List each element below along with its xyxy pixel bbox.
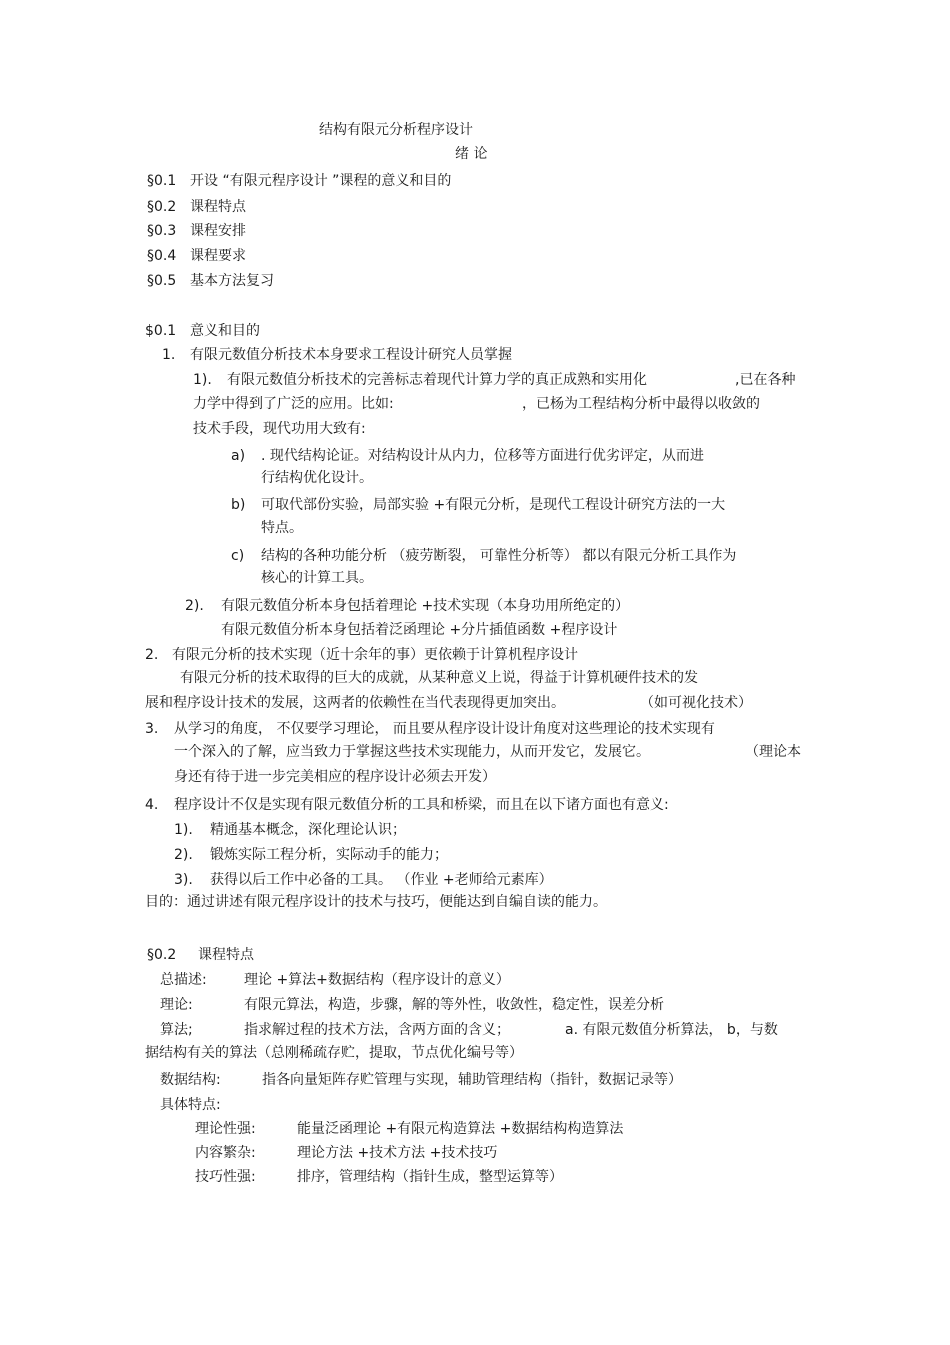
feature-label: 理论性强: [195, 1121, 256, 1137]
paragraph-line: 力学中得到了广泛的应用。比如: [193, 396, 394, 412]
subitem-num: 2). [174, 847, 193, 863]
feature-text: 理论方法 +技术方法 +技术技巧 [297, 1145, 498, 1161]
toc-num: §0.3 [147, 223, 177, 239]
goal-text: 目的：通过讲述有限元程序设计的技术与技巧，便能达到自编自读的能力。 [145, 894, 607, 910]
toc-num: §0.1 [147, 173, 177, 189]
toc-num: §0.4 [147, 248, 177, 264]
paragraph-line: （如可视化技术） [640, 695, 752, 711]
row-text: a. 有限元数值分析算法， b，与数 [565, 1022, 778, 1038]
list-marker: c) [231, 548, 245, 564]
list-marker: a) [231, 448, 246, 464]
item-num: 4. [145, 797, 159, 813]
section-heading: 意义和目的 [190, 323, 260, 339]
row-text: 有限元算法，构造，步骤，解的等外性，收敛性，稳定性，误差分析 [244, 997, 664, 1013]
paragraph-line: . 现代结构论证。对结构设计从内力，位移等方面进行优劣评定，从而进 [261, 448, 704, 464]
feature-label: 内容繁杂: [195, 1145, 256, 1161]
paragraph-line: 有限元数值分析本身包括着泛函理论 +分片插值函数 +程序设计 [221, 622, 618, 638]
paragraph-line: 有限元数值分析本身包括着理论 +技术实现（本身功用所绝定的） [221, 598, 630, 614]
toc-num: §0.5 [147, 273, 177, 289]
paragraph-line: 身还有待于进一步完美相应的程序设计必须去开发） [174, 769, 496, 785]
list-item: 锻炼实际工程分析，实际动手的能力； [210, 847, 448, 863]
paragraph-line: 程序设计不仅是实现有限元数值分析的工具和桥梁，而且在以下诸方面也有意义: [174, 797, 669, 813]
toc-text: 课程安排 [190, 223, 246, 239]
toc-text: 开设 “有限元程序设计 ”课程的意义和目的 [190, 173, 452, 189]
feature-label: 技巧性强: [195, 1169, 256, 1185]
paragraph-line: 有限元数值分析技术的完善标志着现代计算力学的真正成熟和实用化 [227, 372, 647, 388]
list-marker: b) [231, 497, 246, 513]
item-num: 1. [162, 347, 176, 363]
item-num: 3. [145, 721, 159, 737]
row-text: 指各向量矩阵存贮管理与实现，辅助管理结构（指针，数据记录等） [262, 1072, 682, 1088]
paragraph-line: 结构的各种功能分析 （疲劳断裂， 可靠性分析等） 都以有限元分析工具作为 [261, 548, 737, 564]
row-label: 理论: [160, 997, 193, 1013]
toc-text: 课程要求 [190, 248, 246, 264]
paragraph-line: 从学习的角度， 不仅要学习理论， 而且要从程序设计设计角度对这些理论的技术实现有 [174, 721, 715, 737]
list-item: 精通基本概念，深化理论认识； [210, 822, 406, 838]
item-num: 2. [145, 647, 159, 663]
feature-text: 排序，管理结构（指针生成，整型运算等） [297, 1169, 563, 1185]
paragraph-line: 有限元分析的技术取得的巨大的成就，从某种意义上说，得益于计算机硬件技术的发 [180, 670, 698, 686]
feature-text: 能量泛函理论 +有限元构造算法 +数据结构构造算法 [297, 1121, 624, 1137]
row-label: 算法; [160, 1022, 193, 1038]
paragraph-line: 据结构有关的算法（总刚稀疏存贮，提取，节点优化编号等） [145, 1045, 523, 1061]
paragraph-line: 展和程序设计技术的发展，这两者的依赖性在当代表现得更加突出。 [145, 695, 565, 711]
section-heading: 课程特点 [198, 947, 254, 963]
subitem-num: 3). [174, 872, 193, 888]
row-label: 数据结构: [160, 1072, 221, 1088]
subitem-num: 2). [185, 598, 204, 614]
list-item: 获得以后工作中必备的工具。 （作业 +老师给元素库） [210, 872, 553, 888]
paragraph-line: 行结构优化设计。 [261, 470, 373, 486]
row-text: 指求解过程的技术方法，含两方面的含义； [244, 1022, 510, 1038]
paragraph-line: （理论本 [745, 744, 801, 760]
paragraph-line: 技术手段，现代功用大致有: [193, 421, 366, 437]
toc-num: §0.2 [147, 199, 177, 215]
row-label: 具体特点: [160, 1097, 221, 1113]
subitem-num: 1). [174, 822, 193, 838]
paragraph-line: 有限元分析的技术实现（近十余年的事）更依赖于计算机程序设计 [172, 647, 578, 663]
paragraph-line: 特点。 [261, 520, 303, 536]
item-text: 有限元数值分析技术本身要求工程设计研究人员掌握 [190, 347, 512, 363]
document-subtitle: 绪 论 [455, 146, 488, 162]
row-label: 总描述: [160, 972, 207, 988]
row-text: 理论 +算法+数据结构（程序设计的意义） [244, 972, 510, 988]
paragraph-line: ，已杨为工程结构分析中最得以收敛的 [522, 396, 760, 412]
paragraph-line: ,已在各种 [735, 372, 796, 388]
paragraph-line: 一个深入的了解，应当致力于掌握这些技术实现能力，从而开发它，发展它。 [174, 744, 650, 760]
section-heading-num: $0.1 [145, 323, 177, 339]
paragraph-line: 核心的计算工具。 [261, 570, 373, 586]
toc-text: 课程特点 [190, 199, 246, 215]
section-heading-num: §0.2 [147, 947, 177, 963]
document-title: 结构有限元分析程序设计 [319, 122, 473, 138]
paragraph-line: 可取代部份实验，局部实验 +有限元分析，是现代工程设计研究方法的一大 [261, 497, 726, 513]
subitem-num: 1). [193, 372, 212, 388]
toc-text: 基本方法复习 [190, 273, 274, 289]
